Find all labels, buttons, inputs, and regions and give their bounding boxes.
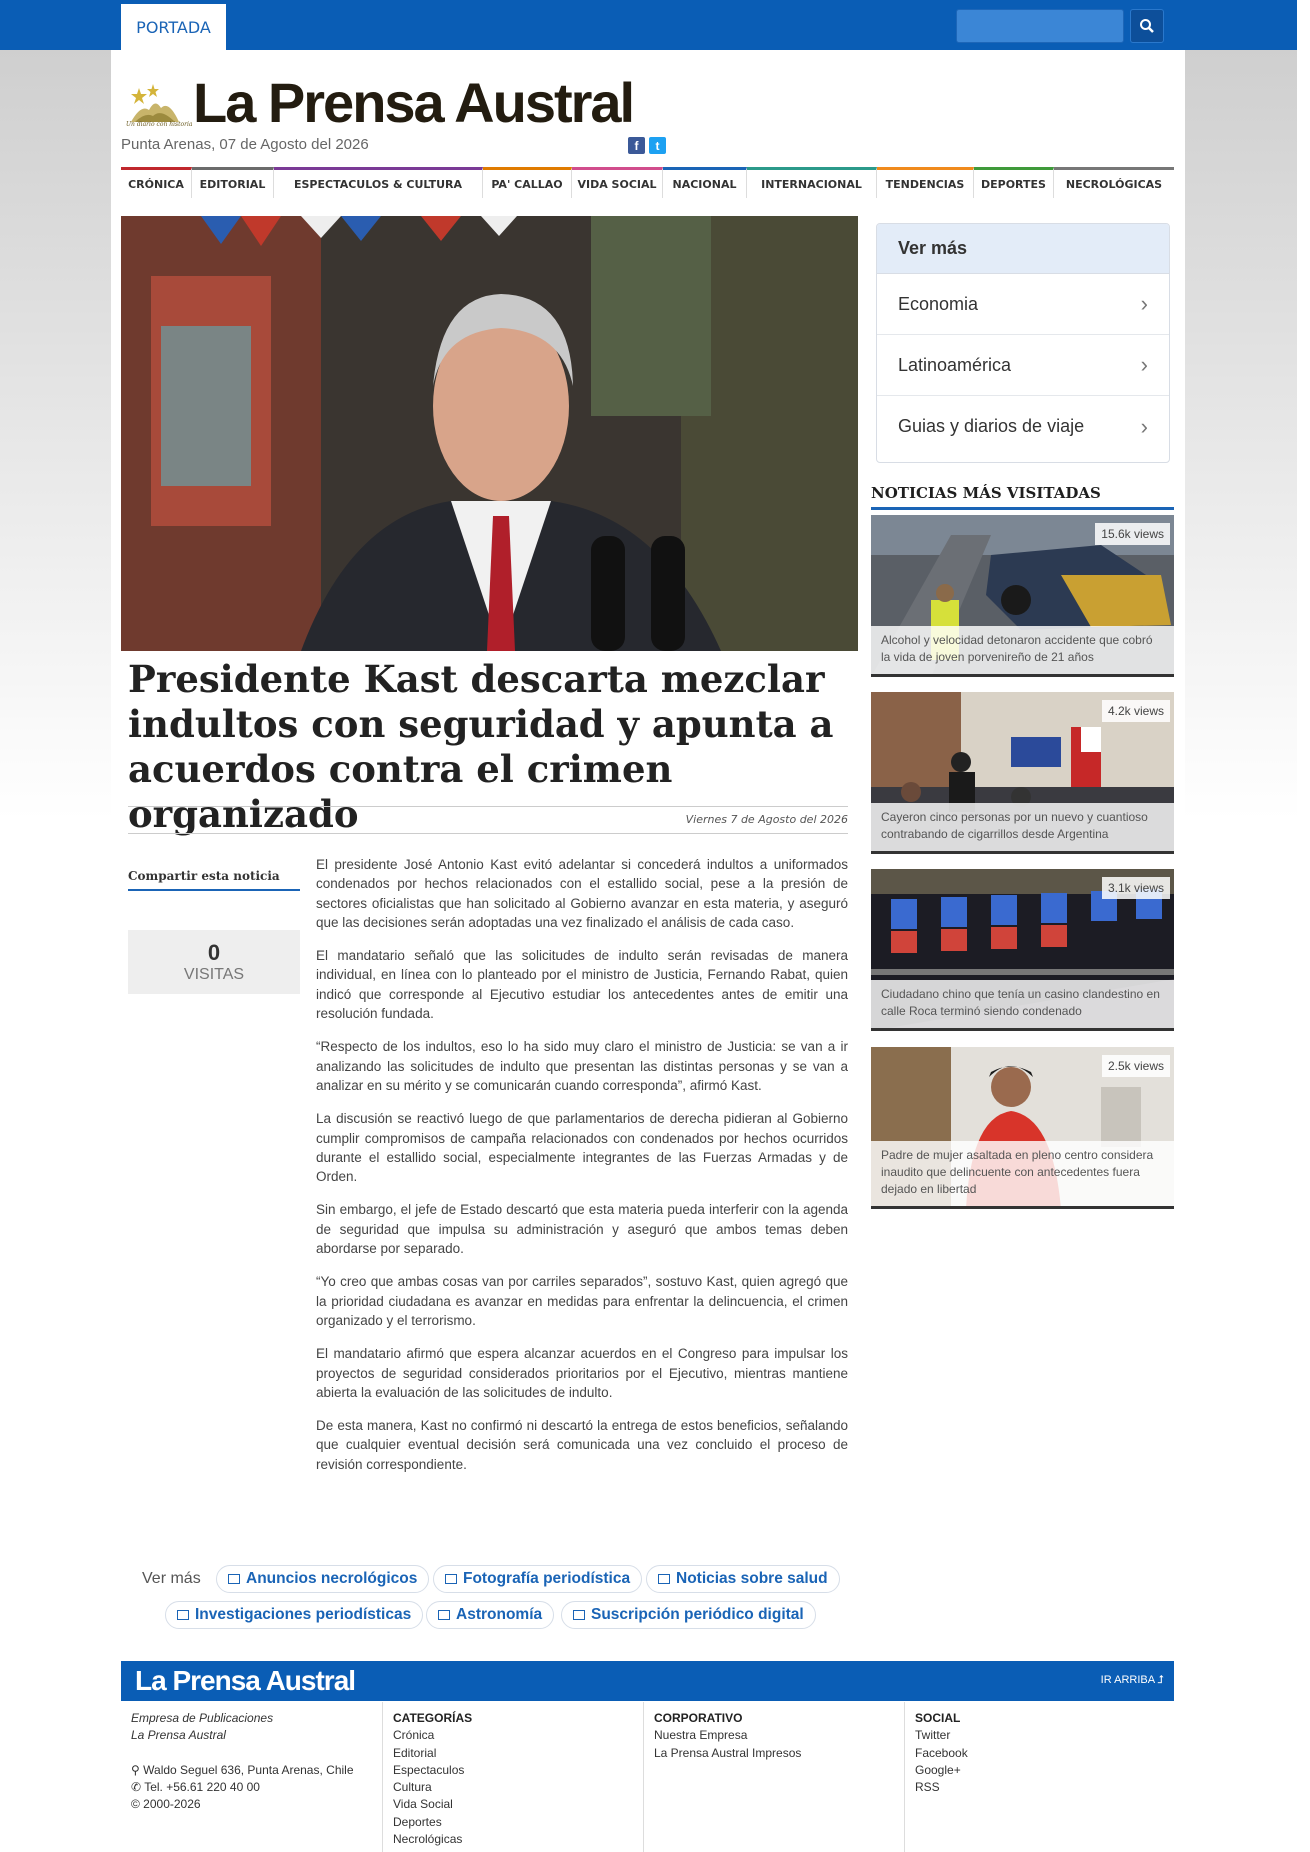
nav-item-vida-social[interactable]: VIDA SOCIAL xyxy=(572,167,663,198)
views-badge: 4.2k views xyxy=(1102,700,1170,722)
nav-item-espectaculos-cultura[interactable]: ESPECTACULOS & CULTURA xyxy=(274,167,483,198)
visits-counter xyxy=(128,930,300,994)
footer-heading: CORPORATIVO xyxy=(654,1711,743,1725)
ver-mas-item-label: Guias y diarios de viaje xyxy=(898,416,1085,436)
nav-item-nacional[interactable]: NACIONAL xyxy=(663,167,747,198)
footer-divider xyxy=(382,1702,383,1852)
facebook-icon[interactable]: f xyxy=(628,137,645,154)
phone-text: Tel. +56.61 220 40 00 xyxy=(144,1779,260,1794)
chevron-right-icon: › xyxy=(1140,352,1148,377)
tag-fotografia-periodistica[interactable] xyxy=(433,1565,642,1593)
most-viewed-card[interactable] xyxy=(871,515,1174,677)
most-viewed-card[interactable] xyxy=(871,1047,1174,1209)
tag-label: Investigaciones periodísticas xyxy=(195,1606,412,1623)
footer-link-deportes[interactable]: Deportes xyxy=(393,1814,442,1829)
article-date: Viernes 7 de Agosto del 2026 xyxy=(685,813,848,826)
footer-categorias xyxy=(393,1710,633,1848)
footer-link-twitter[interactable]: Twitter xyxy=(915,1728,951,1743)
footer-divider xyxy=(904,1702,905,1852)
newspaper-icon xyxy=(228,1574,240,1584)
footer-bar xyxy=(121,1661,1174,1701)
ver-mas-title: Ver más xyxy=(877,224,1169,274)
footer-heading: SOCIAL xyxy=(915,1711,961,1725)
nav-item-tendencias[interactable]: TENDENCIAS xyxy=(877,167,974,198)
newspaper-icon xyxy=(573,1610,585,1620)
footer-link-cultura[interactable]: Cultura xyxy=(393,1780,432,1795)
newspaper-icon xyxy=(177,1610,189,1620)
article-title: Presidente Kast descarta mezclar indultos con seguridad y apunta a acuerdos contra el crimen organizado xyxy=(128,657,834,836)
search-button[interactable] xyxy=(1130,9,1164,43)
nav-item-internacional[interactable]: INTERNACIONAL xyxy=(747,167,877,198)
article-paragraph: “Respecto de los indultos, eso lo ha sido muy claro el ministro de Justicia: se van a ir analizando las solicitudes de indulto que presentan las distintas personas y se van a analizar en su mérito y se comunicarán cuando corresponda”, afirmó Kast. xyxy=(316,1039,848,1093)
chevron-right-icon: › xyxy=(1140,413,1148,439)
section-nav xyxy=(121,167,1174,198)
divider xyxy=(128,833,848,834)
ver-mas-item-label: Economia xyxy=(898,293,979,314)
newspaper-icon xyxy=(445,1574,457,1584)
ver-mas-item-guias-viaje[interactable] xyxy=(877,396,1169,457)
article-body xyxy=(316,855,848,1488)
card-caption[interactable]: Ciudadano chino que tenía un casino clandestino en calle Roca terminó siendo condenado xyxy=(871,980,1174,1028)
most-viewed-card[interactable] xyxy=(871,869,1174,1031)
tag-astronomia[interactable] xyxy=(426,1601,554,1629)
tag-label: Anuncios necrológicos xyxy=(246,1570,418,1587)
search-input[interactable] xyxy=(956,9,1124,43)
tag-label: Fotografía periodística xyxy=(463,1570,631,1587)
twitter-icon[interactable]: t xyxy=(649,137,666,154)
article-paragraph: La discusión se reactivó luego de que parlamentarios de derecha pidieran al Gobierno cumplir compromisos de campaña relacionados con condenados por hechos ocurridos durante el estallido social, especialmente integrantes de las Fuerzas Armadas y de Orden. xyxy=(316,1111,848,1185)
footer-link-rss[interactable]: RSS xyxy=(915,1780,940,1795)
tag-noticias-salud[interactable] xyxy=(646,1565,840,1593)
footer-link-cronica[interactable]: Crónica xyxy=(393,1728,435,1743)
map-marker-icon: ⚲ xyxy=(131,1762,140,1777)
tag-suscripcion-digital[interactable] xyxy=(561,1601,816,1629)
footer-link-editorial[interactable]: Editorial xyxy=(393,1745,437,1760)
nav-item-cronica[interactable]: CRÓNICA xyxy=(121,167,192,198)
back-to-top-link[interactable]: IR ARRIBA ⮥ xyxy=(1100,1674,1164,1686)
footer-link-necrologicas[interactable]: Necrológicas xyxy=(393,1832,463,1847)
tags-label: Ver más xyxy=(142,1570,201,1587)
tag-label: Suscripción periódico digital xyxy=(591,1606,804,1623)
article-paragraph: El mandatario afirmó que espera alcanzar acuerdos en el Congreso para impulsar los proyectos de seguridad considerados prioritarios por el Ejecutivo, mientras mantiene abierta la evaluación de las solicitudes de indulto. xyxy=(316,1346,848,1400)
phone xyxy=(131,1779,371,1796)
site-logo[interactable]: La Prensa Austral xyxy=(193,71,634,134)
tag-label: Noticias sobre salud xyxy=(676,1570,828,1587)
tab-portada[interactable]: PORTADA xyxy=(121,4,226,50)
article-paragraph: El mandatario señaló que las solicitudes de indulto serán revisadas de manera individual, en línea con lo planteado por el ministro de Justicia, Fernando Rabat, quien indicó que corresponde al Ejecutivo estudiar los antecedentes antes de emitir una resolución fundada. xyxy=(316,948,848,1022)
copyright: © 2000-2026 xyxy=(131,1797,201,1812)
footer-corporativo xyxy=(654,1710,894,1762)
footer-link-nuestra-empresa[interactable]: Nuestra Empresa xyxy=(654,1728,748,1743)
footer-heading: CATEGORÍAS xyxy=(393,1711,473,1725)
nav-item-deportes[interactable]: DEPORTES xyxy=(974,167,1054,198)
dateline: Punta Arenas, 07 de Agosto del 2026 xyxy=(121,136,369,153)
tag-investigaciones-periodisticas[interactable] xyxy=(165,1601,423,1629)
tag-anuncios-necrologicos[interactable] xyxy=(216,1565,429,1593)
views-badge: 15.6k views xyxy=(1095,523,1170,545)
card-caption[interactable]: Cayeron cinco personas por un nuevo y cuantioso contrabando de cigarrillos desde Argentina xyxy=(871,803,1174,851)
company-line: Empresa de Publicaciones xyxy=(131,1711,274,1725)
nav-item-editorial[interactable]: EDITORIAL xyxy=(192,167,274,198)
nav-item-pa-callao[interactable]: PA' CALLAO xyxy=(483,167,572,198)
footer-logo[interactable]: La Prensa Austral xyxy=(135,1665,356,1696)
search-icon xyxy=(1139,18,1155,34)
article-paragraph: Sin embargo, el jefe de Estado descartó que esta materia pueda interferir con la agenda de seguridad que impulsa su administración y aseguró que ambos temas deben abordarse por separado. xyxy=(316,1202,848,1257)
newspaper-icon xyxy=(658,1574,670,1584)
newspaper-icon xyxy=(438,1610,450,1620)
footer-link-googleplus[interactable]: Google+ xyxy=(915,1762,961,1777)
footer-divider xyxy=(643,1702,644,1852)
ver-mas-item-label: Latinoamérica xyxy=(898,354,1012,375)
footer-link-impresos[interactable]: La Prensa Austral Impresos xyxy=(654,1745,802,1760)
phone-icon: ✆ xyxy=(131,1779,142,1794)
nav-item-necrologicas[interactable]: NECROLÓGICAS xyxy=(1054,167,1174,198)
card-caption[interactable]: Alcohol y velocidad detonaron accidente que cobró la vida de joven porvenireño de 21 años xyxy=(871,626,1174,674)
views-badge: 3.1k views xyxy=(1102,877,1170,899)
most-viewed-title: NOTICIAS MÁS VISITADAS xyxy=(871,484,1174,510)
chevron-right-icon: › xyxy=(1140,291,1148,316)
article-paragraph: El presidente José Antonio Kast evitó adelantar si concederá indultos a uniformados condenados por hechos relacionados con el estallido social, pese a la presión de sectores oficialistas que han solicitado al Gobierno avanzar en esta materia, y aseguró que las decisiones serán adoptadas una vez finalizado el análisis de cada caso. xyxy=(316,857,848,930)
card-caption[interactable]: Padre de mujer asaltada en pleno centro considera inaudito que delincuente con antecedentes fuera dejado en libertad xyxy=(871,1141,1174,1206)
ver-mas-item-economia[interactable] xyxy=(877,274,1169,335)
footer-social xyxy=(915,1710,1155,1796)
most-viewed-card[interactable] xyxy=(871,692,1174,854)
footer-link-facebook[interactable]: Facebook xyxy=(915,1745,968,1760)
footer-link-espectaculos[interactable]: Espectaculos xyxy=(393,1762,465,1777)
article-paragraph: “Yo creo que ambas cosas van por carriles separados”, sostuvo Kast, quien agregó que la prioridad ciudadana es avanzar en medidas para enfrentar la delincuencia, el crimen organizado y el terrorismo. xyxy=(316,1274,848,1328)
tag-label: Astronomía xyxy=(456,1606,543,1623)
hero-image xyxy=(121,216,858,651)
logo-tagline: Un diario con historia xyxy=(126,121,193,128)
address xyxy=(131,1762,371,1779)
share-label: Compartir esta noticia xyxy=(128,869,300,891)
article-paragraph: De esta manera, Kast no confirmó ni descartó la entrega de estos beneficios, señalando que cualquier eventual decisión será comunicada una vez concluido el proceso de revisión correspondiente. xyxy=(316,1418,848,1472)
ver-mas-card xyxy=(876,223,1170,463)
visits-count: 0 xyxy=(207,940,221,965)
address-text: Waldo Seguel 636, Punta Arenas, Chile xyxy=(143,1762,354,1777)
views-badge: 2.5k views xyxy=(1102,1055,1170,1077)
company-line: La Prensa Austral xyxy=(131,1728,226,1743)
divider xyxy=(128,806,848,807)
footer-company xyxy=(131,1710,371,1813)
footer-link-vida-social[interactable]: Vida Social xyxy=(393,1797,453,1812)
visits-label: VISITAS xyxy=(183,966,245,983)
ver-mas-item-latinoamerica[interactable] xyxy=(877,335,1169,396)
